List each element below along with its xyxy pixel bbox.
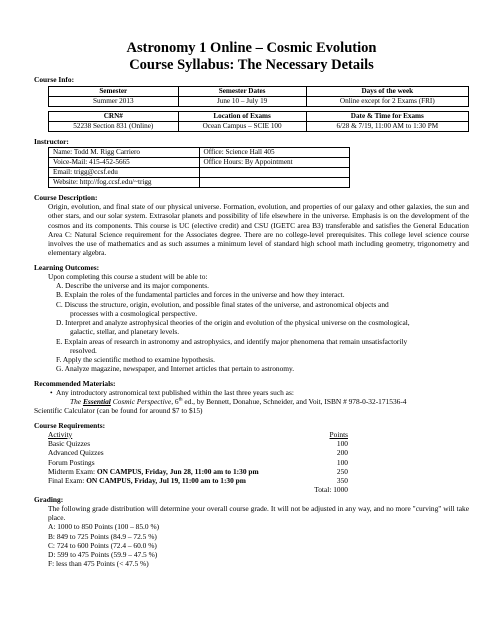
materials-label: Recommended Materials: (34, 378, 116, 388)
table-row (49, 121, 469, 131)
activity-header: Activity (48, 429, 73, 439)
table-header-row (49, 86, 469, 96)
course-info-label: Course Info: (34, 75, 75, 85)
course-info-table (48, 86, 469, 132)
cell-days: Online except for 2 Exams (FRI) (306, 96, 468, 106)
outcomes-list (34, 281, 469, 374)
instructor-website: Website: http://fog.ccsf.edu/~trigg (49, 177, 200, 187)
grading-text: The following grade distribution will determine your overall course grade. It will not be adjusted in any way, and no more "curving" will take place. (48, 503, 469, 523)
cell-semester-dates: June 10 – July 19 (178, 96, 306, 106)
header-exam-datetime: Date & Time for Exams (306, 111, 468, 121)
instructor-empty-cell (199, 167, 350, 177)
table-row (49, 167, 350, 177)
requirements-total: Total: 1000 (314, 485, 348, 495)
instructor-office: Office: Science Hall 405 (199, 147, 350, 157)
cell-exam-location: Ocean Campus – SCIE 100 (178, 121, 306, 131)
list-item: B. Explain the roles of the fundamental particles and forces in the universe and how they interact. (56, 290, 345, 300)
cell-exam-datetime: 6/28 & 7/19, 11:00 AM to 1:30 PM (306, 121, 468, 131)
list-item: C. Discuss the structure, origin, evolution, and possible final states of the universe, and astronomical objects and processes with a cosmological perspective. (56, 299, 389, 318)
outcomes-intro: Upon completing this course a student will be able to: (48, 271, 208, 281)
header-semester-dates: Semester Dates (178, 86, 306, 96)
list-item: F: less than 475 Points (< 47.5 %) (48, 559, 149, 569)
list-item: D: 599 to 475 Points (59.9 – 47.5 %) (48, 550, 158, 560)
instructor-label: Instructor: (34, 136, 69, 146)
document-title (34, 40, 469, 73)
list-item: C: 724 to 600 Points (72.4 – 60.0 %) (48, 540, 157, 550)
instructor-email: Email: trigg@ccsf.edu (49, 167, 200, 177)
textbook-citation: The Essential Cosmic Perspective, 6th ed., by Bennett, Donahue, Schneider, and Voit, ISBN # 978-0-32-171536-4 (70, 397, 407, 407)
instructor-table (48, 147, 350, 188)
title-line-1: Astronomy 1 Online – Cosmic Evolution (126, 40, 377, 56)
grading-label: Grading: (34, 494, 64, 504)
list-item: E. Explain areas of research in astronomy and astrophysics, and identify major phenomena that remain unsatisfactorily resolved. (56, 336, 408, 355)
requirements-list (34, 430, 348, 495)
description-label: Course Description: (34, 192, 98, 202)
grade-list (34, 522, 469, 568)
instructor-name: Name: Todd M. Rigg Carriero (49, 147, 200, 157)
header-exam-location: Location of Exams (178, 111, 306, 121)
list-item: G. Analyze magazine, newspaper, and Internet articles that pertain to astronomy. (56, 364, 295, 374)
list-item: Final Exam: ON CAMPUS, Friday, Jul 19, 11:00 am to 1:30 pm 350 (48, 476, 348, 486)
list-item: D. Interpret and analyze astrophysical theories of the origin and evolution of the physical universe on the cosmological, galactic, stellar, and planetary levels. (56, 318, 410, 337)
instructor-voicemail: Voice-Mail: 415-452-5665 (49, 157, 200, 167)
outcomes-label: Learning Outcomes: (34, 262, 100, 272)
list-item: B: 849 to 725 Points (84.9 – 72.5 %) (48, 531, 157, 541)
table-row (49, 177, 350, 187)
header-days: Days of the week (306, 86, 468, 96)
bullet-icon: • (50, 387, 53, 397)
table-row (49, 96, 469, 106)
list-item: Forum Postings 100 (48, 457, 348, 467)
calculator-text: Scientific Calculator (can be found for around $7 to $15) (34, 406, 203, 416)
list-item: Midterm Exam: ON CAMPUS, Friday, Jun 28, 11:00 am to 1:30 pm 250 (48, 466, 348, 476)
title-line-2: Course Syllabus: The Necessary Details (129, 56, 374, 73)
materials-bullet: • Any introductory astronomical text published within the last three years such as: (50, 387, 294, 397)
header-crn: CRN# (49, 111, 179, 121)
cell-crn: 52238 Section 831 (Online) (49, 121, 179, 131)
requirements-label: Course Requirements: (34, 420, 106, 430)
cell-semester: Summer 2013 (49, 96, 179, 106)
list-item: F. Apply the scientific method to examine hypothesis. (56, 355, 215, 365)
instructor-office-hours: Office Hours: By Appointment (199, 157, 350, 167)
list-item: A. Describe the universe and its major components. (56, 281, 209, 291)
description-text: Origin, evolution, and final state of our physical universe. Formation, evolution, and properties of our galaxy and other galaxies, the sun and other stars, and our solar system. Extrasolar planets and possibility of life elsewhere in the universe. Emphasis is on the development of the cosmos and its components. This course is UC (elective credit) and CSU (IGETC area B3) transferable and satisfies the General Education Area C: Natural Science requirement for the Associates degree. There are no college-level prerequisites. This college level science course involves the use of mathematics and as such assumes a minimum level of standard high school math including geometry, trigonometry and elementary algebra. (48, 202, 469, 258)
requirements-header (48, 430, 348, 439)
list-item: Advanced Quizzes 200 (48, 448, 348, 458)
table-row (49, 157, 350, 167)
header-semester: Semester (49, 86, 179, 96)
table-header-row (49, 111, 469, 121)
instructor-empty-cell (199, 177, 350, 187)
points-header: Points (329, 429, 348, 439)
list-item: A: 1000 to 850 Points (100 – 85.0 %) (48, 522, 160, 532)
table-row (49, 147, 350, 157)
list-item: Basic Quizzes 100 (48, 439, 348, 449)
